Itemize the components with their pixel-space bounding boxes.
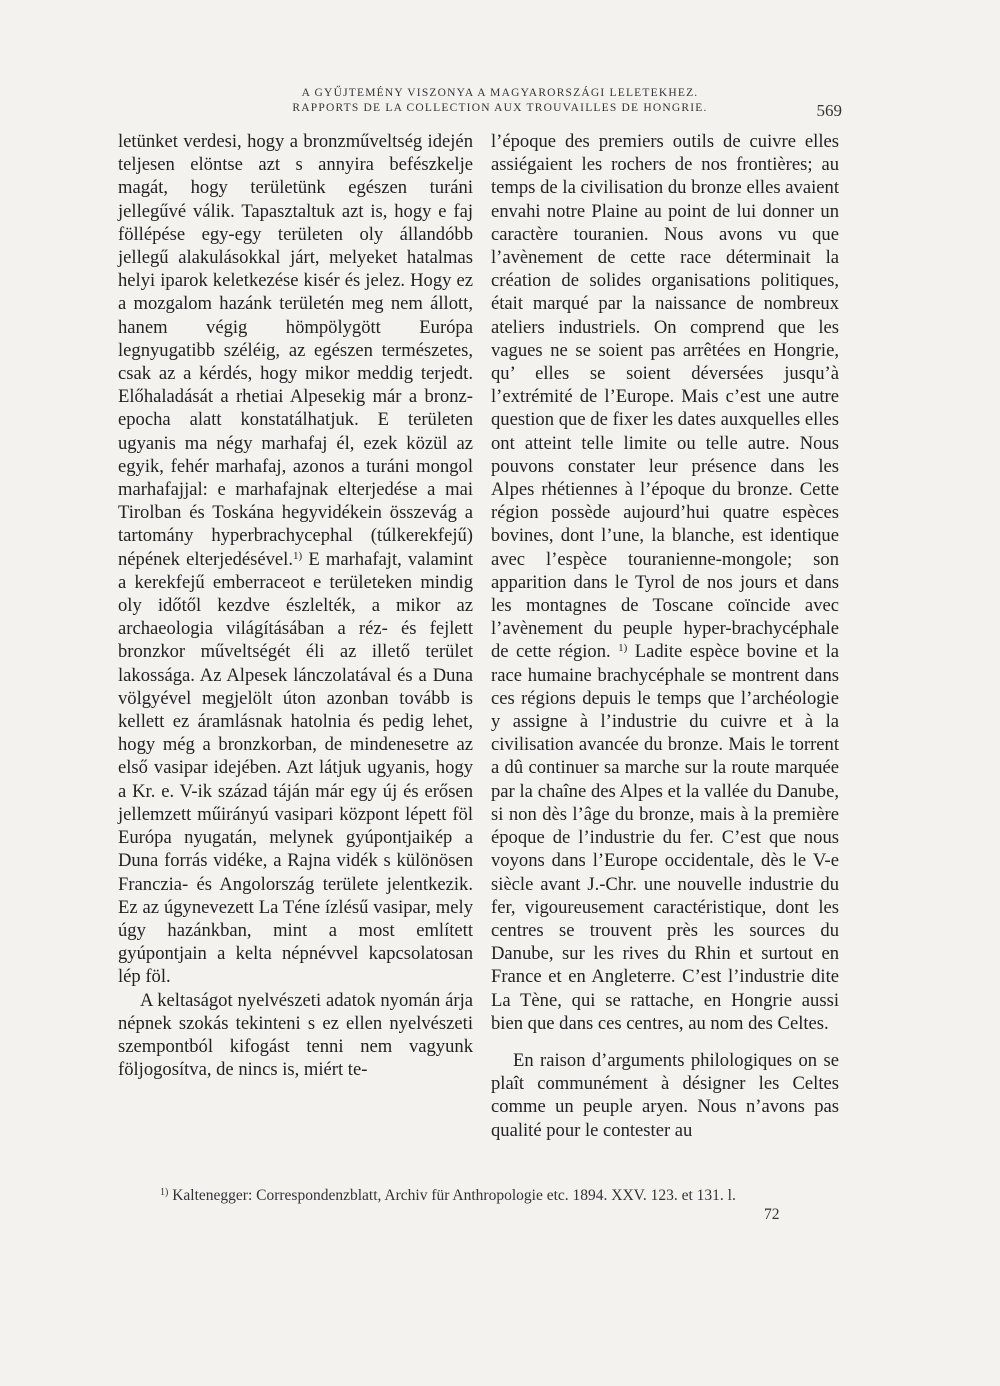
hungarian-paragraph-2: A keltaságot nyelvészeti adatok nyomán árja népnek szokás tekinteni s ez ellen nyelvészeti szempontból kifogást tenni nem vagyunk följogosítva, de nincs is, miért te- <box>118 989 473 1081</box>
footnote-reference: 1) <box>618 642 628 655</box>
running-head-hungarian: A GYŰJTEMÉNY VISZONYA A MAGYARORSZÁGI LELETEKHEZ. <box>301 87 699 99</box>
footnote-reference: 1) <box>292 549 303 562</box>
hungarian-paragraph-1 <box>118 130 473 989</box>
footnote-mark: 1) <box>160 1187 169 1198</box>
footnote <box>160 1183 840 1206</box>
hungarian-paragraph-1-text-b: E marhafajt, valamint a kerekfejű emberraceot e területeken mindig oly időtől kezdve észlelték, a mikor az archaeologia világításában a réz- és fejlett bronzkor műveltségét éli az illető terület lakossága. Az Alpesek lánczolatával és a Duna völgyével megjelölt úton azonban tovább is kellett ez áramlásnak hatolnia és pedig lehet, hogy még a bronzkorban, de mindenesetre az első vasipar idejében. Azt látjuk ugyanis, hogy a Kr. e. V-ik század táján már egy új és erősen jellemzett műirányú vasipari központ lépett föl Európa nyugatán, melynek gyúpontjaikép a Duna forrás vidéke, a Rajna vidék s különösen Franczia- és Angolország területe jelentkezik. Ez az úgynevezett La Téne ízlésű vasipar, mely úgy hazánkban, mint a most említett gyúpontjain a kelta népnévvel kapcsolatosan lép föl. <box>118 548 473 988</box>
hungarian-paragraph-1-text-a: letünket verdesi, hogy a bronzműveltség idején teljesen elöntse azt s annyira befészkelje magát, hogy területünk egészen turáni jellegűvé válik. Tapasztaltuk azt is, hogy e faj föllépése egy-egy területen oly állandóbb jellegű alakulásokkal járt, melyeket hatalmas helyi iparok keletkezése kisér és jelez. Hogy ez a mozgalom hazánk területén meg nem állott, hanem végig hömpölygött Európa legnyugatibb széléig, az egészen természetes, csak az a kérdés, hogy mikor meddig terjedt. Előhaladását a rhetiai Alpesekig már a bronz-epocha alatt konstatálhatjuk. E területen ugyanis ma négy marhafaj él, ezek közül az egyik, fehér marhafaj, azonos a turáni mongol marhafajjal: e marhafajnak elterjedése a mai Tirolban és Toskána hegyvidékein összevág a tartomány hyperbrachycephal (túlkerekfejű) népének elterjedésével. <box>118 131 473 570</box>
french-paragraph-1-text-b: Ladite espèce bovine et la race humaine brachycéphale se montrent dans ces régions depuis le temps que l’archéologie y assigne à l’industrie du cuivre et à la civilisation avancée du bronze. Mais le torrent a dû continuer sa marche sur la route marquée par la chaîne des Alpes et la vallée du Danube, si non dès l’âge du bronze, mais à la première époque de l’industrie du fer. C’est que nous voyons dans l’Europe occidentale, dès le V-e siècle avant J.-Chr. une nouvelle industrie du fer, vigoureusement caractéristique, dont les centres se trouvent près les sources du Danube, sur les rives du Rhin et surtout en France et en Angleterre. C’est l’industrie dite La Tène, qui se rattache, en Hongrie aussi bien que dans ces centres, au nom des Celtes. <box>491 641 839 1034</box>
running-head-french: RAPPORTS DE LA COLLECTION AUX TROUVAILLES DE HONGRIE. <box>292 102 708 114</box>
hungarian-column <box>118 130 473 1081</box>
french-column <box>491 130 839 1142</box>
french-paragraph-1-text-a: l’époque des premiers outils de cuivre elles assiégaient les rochers de nos frontières; au temps de la civilisation du bronze elles avaient envahi notre Plaine au point de lui donner un caractère touranien. Nous avons vu que l’avènement de cette race déterminait la création de solides organisations politiques, était marqué par la naissance de nombreux ateliers industriels. On comprend que les vagues ne se soient pas arrêtées en Hongrie, qu’ elles se soient déversées jusqu’à l’extrémité de l’Europe. Mais c’est une autre question que de fixer les dates auxquelles elles ont atteint telle limite ou telle autre. Nous pouvons constater leur présence dans les Alpes rhétiennes à l’époque du bronze. Cette région possède aujourd’hui quatre espèces bovines, dont l’une, la blanche, est identique avec l’espèce touranienne-mongole; son apparition dans le Tyrol de nos jours et dans les montagnes de Toscane coïncide avec l’avènement du peuple hyper-brachycéphale de cette région. <box>491 131 839 663</box>
footnote-text: Kaltenegger: Correspondenzblatt, Archiv für Anthropologie etc. 1894. XXV. 123. et 131. l. <box>172 1187 736 1204</box>
signature-mark: 72 <box>764 1206 780 1223</box>
french-paragraph-2: En raison d’arguments philologiques on se plaît communément à désigner les Celtes comme un peuple aryen. Nous n’avons pas qualité pour le contester au <box>491 1049 839 1141</box>
page-number: 569 <box>816 101 842 120</box>
french-paragraph-1 <box>491 130 839 1035</box>
